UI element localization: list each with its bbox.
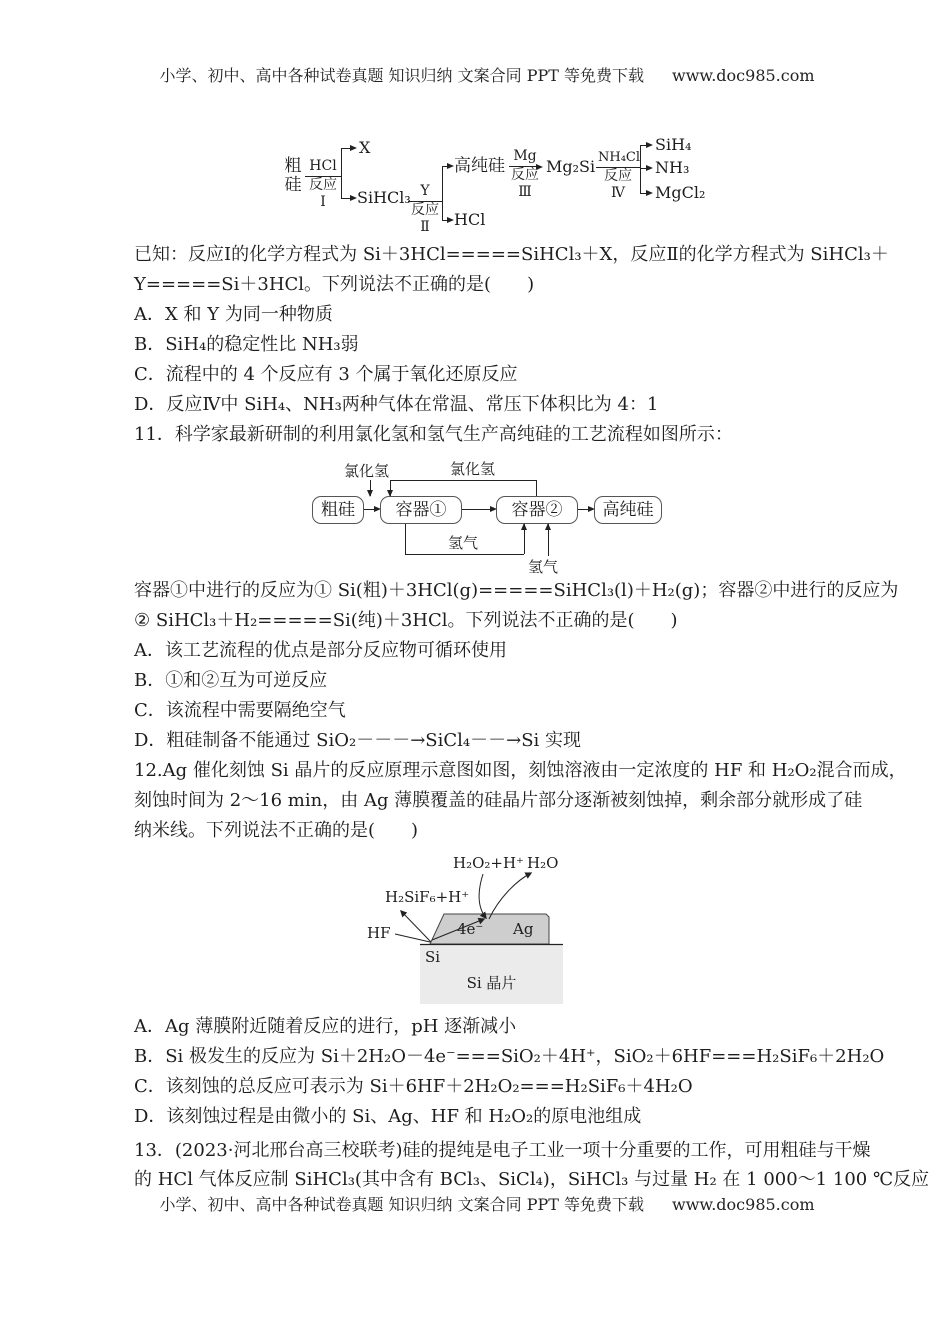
q12-stem-line2: 刻蚀时间为 2～16 min，由 Ag 薄膜覆盖的硅晶片部分逐渐被刻蚀掉，剩余部分就形成了硅 [134,790,863,811]
q12-option-b: B．Si 极发生的反应为 Si＋2H₂O－4e⁻===SiO₂＋4H⁺，SiO₂＋6HF===H₂SiF₆＋2H₂O [134,1046,885,1067]
h2-recycle-line [405,554,524,555]
h2o2-label: H₂O₂+H⁺ [453,854,524,872]
box-crude-silicon: 粗硅 [312,496,364,524]
hcl-recycle-arrow [390,480,391,496]
q10-option-d: D．反应Ⅳ中 SiH₄、NH₃两种气体在常温、常压下体积比为 4：1 [134,394,659,415]
q12-option-c: C．该刻蚀的总反应可表示为 Si＋6HF＋2H₂O₂===H₂SiF₆＋4H₂O [134,1076,693,1097]
h2sif6-arrow [401,911,431,942]
branch1-arrow-x [341,148,355,149]
reaction4-word: 反应 [604,168,632,184]
q11-option-a: A．该工艺流程的优点是部分反应物可循环使用 [134,640,507,661]
ag-label: Ag [513,920,534,938]
si-wafer-label: Si 晶片 [466,974,517,992]
product-x-label: X [359,138,371,157]
q10-option-a: A．X 和 Y 为同一种物质 [134,304,333,325]
q11-option-d: D．粗硅制备不能通过 SiO₂－－－→SiCl₄－－→Si 实现 [134,730,582,751]
q12-option-d: D．该刻蚀过程是由微小的 Si、Ag、HF 和 H₂O₂的原电池组成 [134,1106,642,1127]
box-vessel1: 容器① [380,496,462,524]
reaction2-arrow [408,183,442,236]
h2-recycle-label: 氢气 [448,534,479,552]
q12-stem-line1: 12.Ag 催化刻蚀 Si 晶片的反应原理示意图如图，刻蚀溶液由一定浓度的 HF 和 H₂O₂混合而成， [134,760,907,781]
header-text: 小学、初中、高中各种试卷真题 知识归纳 文案合同 PPT 等免费下载 [159,66,645,85]
page-header [134,64,840,88]
h2-recycle-arrow [524,524,525,554]
q10-stem-line1: 已知：反应Ⅰ的化学方程式为 Si＋3HCl=====SiHCl₃＋X，反应Ⅱ的化学方程式为 SiHCl₃＋ [134,244,889,265]
branch3-arrow-nh3 [640,168,651,169]
mgcl2-label: MgCl₂ [655,183,706,202]
q12-options [134,1012,885,1132]
box-vessel2: 容器② [496,496,578,524]
reaction4-reagent: NH₄Cl [596,149,640,168]
h2-feed-arrow [548,524,549,556]
crude-silicon-label: 粗硅 [284,156,302,195]
q13-line2: 的 HCl 气体反应制 SiHCl₃(其中含有 BCl₃、SiCl₄)，SiHCl₃ 与过量 H₂ 在 1 000～1 100 ℃反应 [134,1169,930,1190]
q12-stem-line3: 纳米线。下列说法不正确的是( ) [134,820,419,841]
si-label: Si [425,948,441,966]
branch2-line [442,166,443,220]
q10-flow-diagram [278,136,708,240]
h2o-label: H₂O [527,854,559,872]
flow-arrow-3 [578,509,593,510]
nh3-label: NH₃ [655,158,690,177]
h2-feed-label: 氢气 [528,558,559,576]
box-pure-silicon: 高纯硅 [594,496,662,524]
hf-label: HF [367,924,391,942]
branch2-arrow-si [442,166,452,167]
branch2-arrow-hcl [442,220,452,221]
q11-options [134,636,840,756]
reaction3-word: 反应 [511,167,539,183]
reaction3-number: Ⅲ [518,184,532,200]
hcl-feed-arrow [370,480,371,496]
branch3-arrow-sih4 [640,145,651,146]
page-content [134,64,930,1216]
hcl-out-label: HCl [454,210,486,229]
high-purity-si-label: 高纯硅 [454,156,505,176]
reaction4-arrow [596,149,640,202]
reaction4-number: Ⅳ [611,185,625,201]
q12-etching-diagram [365,848,645,1006]
hcl-recycle-line [390,480,536,481]
reaction2-number: Ⅱ [420,219,430,235]
reaction1-word: 反应 [309,177,337,193]
q11-body-line1: 容器①中进行的反应为① Si(粗)＋3HCl(g)=====SiHCl₃(l)＋H₂(g)；容器②中进行的反应为 [134,580,899,601]
branch1-line [341,148,342,198]
header-url-link[interactable]: www.doc985.com [672,66,815,85]
q11-option-c: C．该流程中需要隔绝空气 [134,700,346,721]
q11-stem: 11．科学家最新研制的利用氯化氢和氢气生产高纯硅的工艺流程如图所示： [134,424,733,445]
h2o2-curve-arrow [479,874,486,918]
reaction3-reagent: Mg [509,148,541,167]
q11-flow-diagram [300,460,670,576]
q10-option-c: C．流程中的 4 个反应有 3 个属于氧化还原反应 [134,364,518,385]
footer-url-link[interactable]: www.doc985.com [672,1195,815,1214]
reaction1-reagent: HCl [305,158,341,177]
h2-recycle-drop [405,524,406,554]
q10-options [134,300,840,420]
sihcl3-label: SiHCl₃ [357,188,411,207]
q11-option-b: B．①和②互为可逆反应 [134,670,328,691]
reaction3-arrow [509,148,541,201]
sih4-label: SiH₄ [655,135,692,154]
branch1-arrow-sihcl3 [341,198,355,199]
electron-label: 4e⁻ [457,920,484,938]
q11-body-line2: ② SiHCl₃＋H₂=====Si(纯)＋3HCl。下列说法不正确的是( ) [134,610,678,631]
reaction1-number: Ⅰ [320,194,326,210]
footer-text: 小学、初中、高中各种试卷真题 知识归纳 文案合同 PPT 等免费下载 [159,1195,645,1214]
q13-line1: 13．(2023·河北邢台高三校联考)硅的提纯是电子工业一项十分重要的工作，可用粗硅与干燥 [134,1140,871,1161]
branch3-arrow-mgcl2 [640,193,651,194]
reaction2-reagent: Y [408,183,442,202]
q10-stem-line2: Y=====Si＋3HCl。下列说法不正确的是( ) [134,274,535,295]
hcl-feed-label: 氯化氢 [344,462,390,480]
q13-stem [134,1136,930,1194]
flow-arrow-1 [364,509,379,510]
flow-arrow-2 [462,509,495,510]
reaction1-arrow [305,158,341,211]
q12-option-a: A．Ag 薄膜附近随着反应的进行，pH 逐渐减小 [134,1016,517,1037]
mg2si-label: Mg₂Si [546,157,596,176]
branch3-line [640,145,641,193]
reaction2-word: 反应 [411,202,439,218]
hcl-recycle-riser [536,480,537,496]
hcl-recycle-label: 氯化氢 [450,460,496,478]
page-footer [134,1194,840,1216]
q10-option-b: B．SiH₄的稳定性比 NH₃弱 [134,334,359,355]
h2sif6-label: H₂SiF₆+H⁺ [385,888,470,906]
h2o-curve-arrow [489,873,531,919]
